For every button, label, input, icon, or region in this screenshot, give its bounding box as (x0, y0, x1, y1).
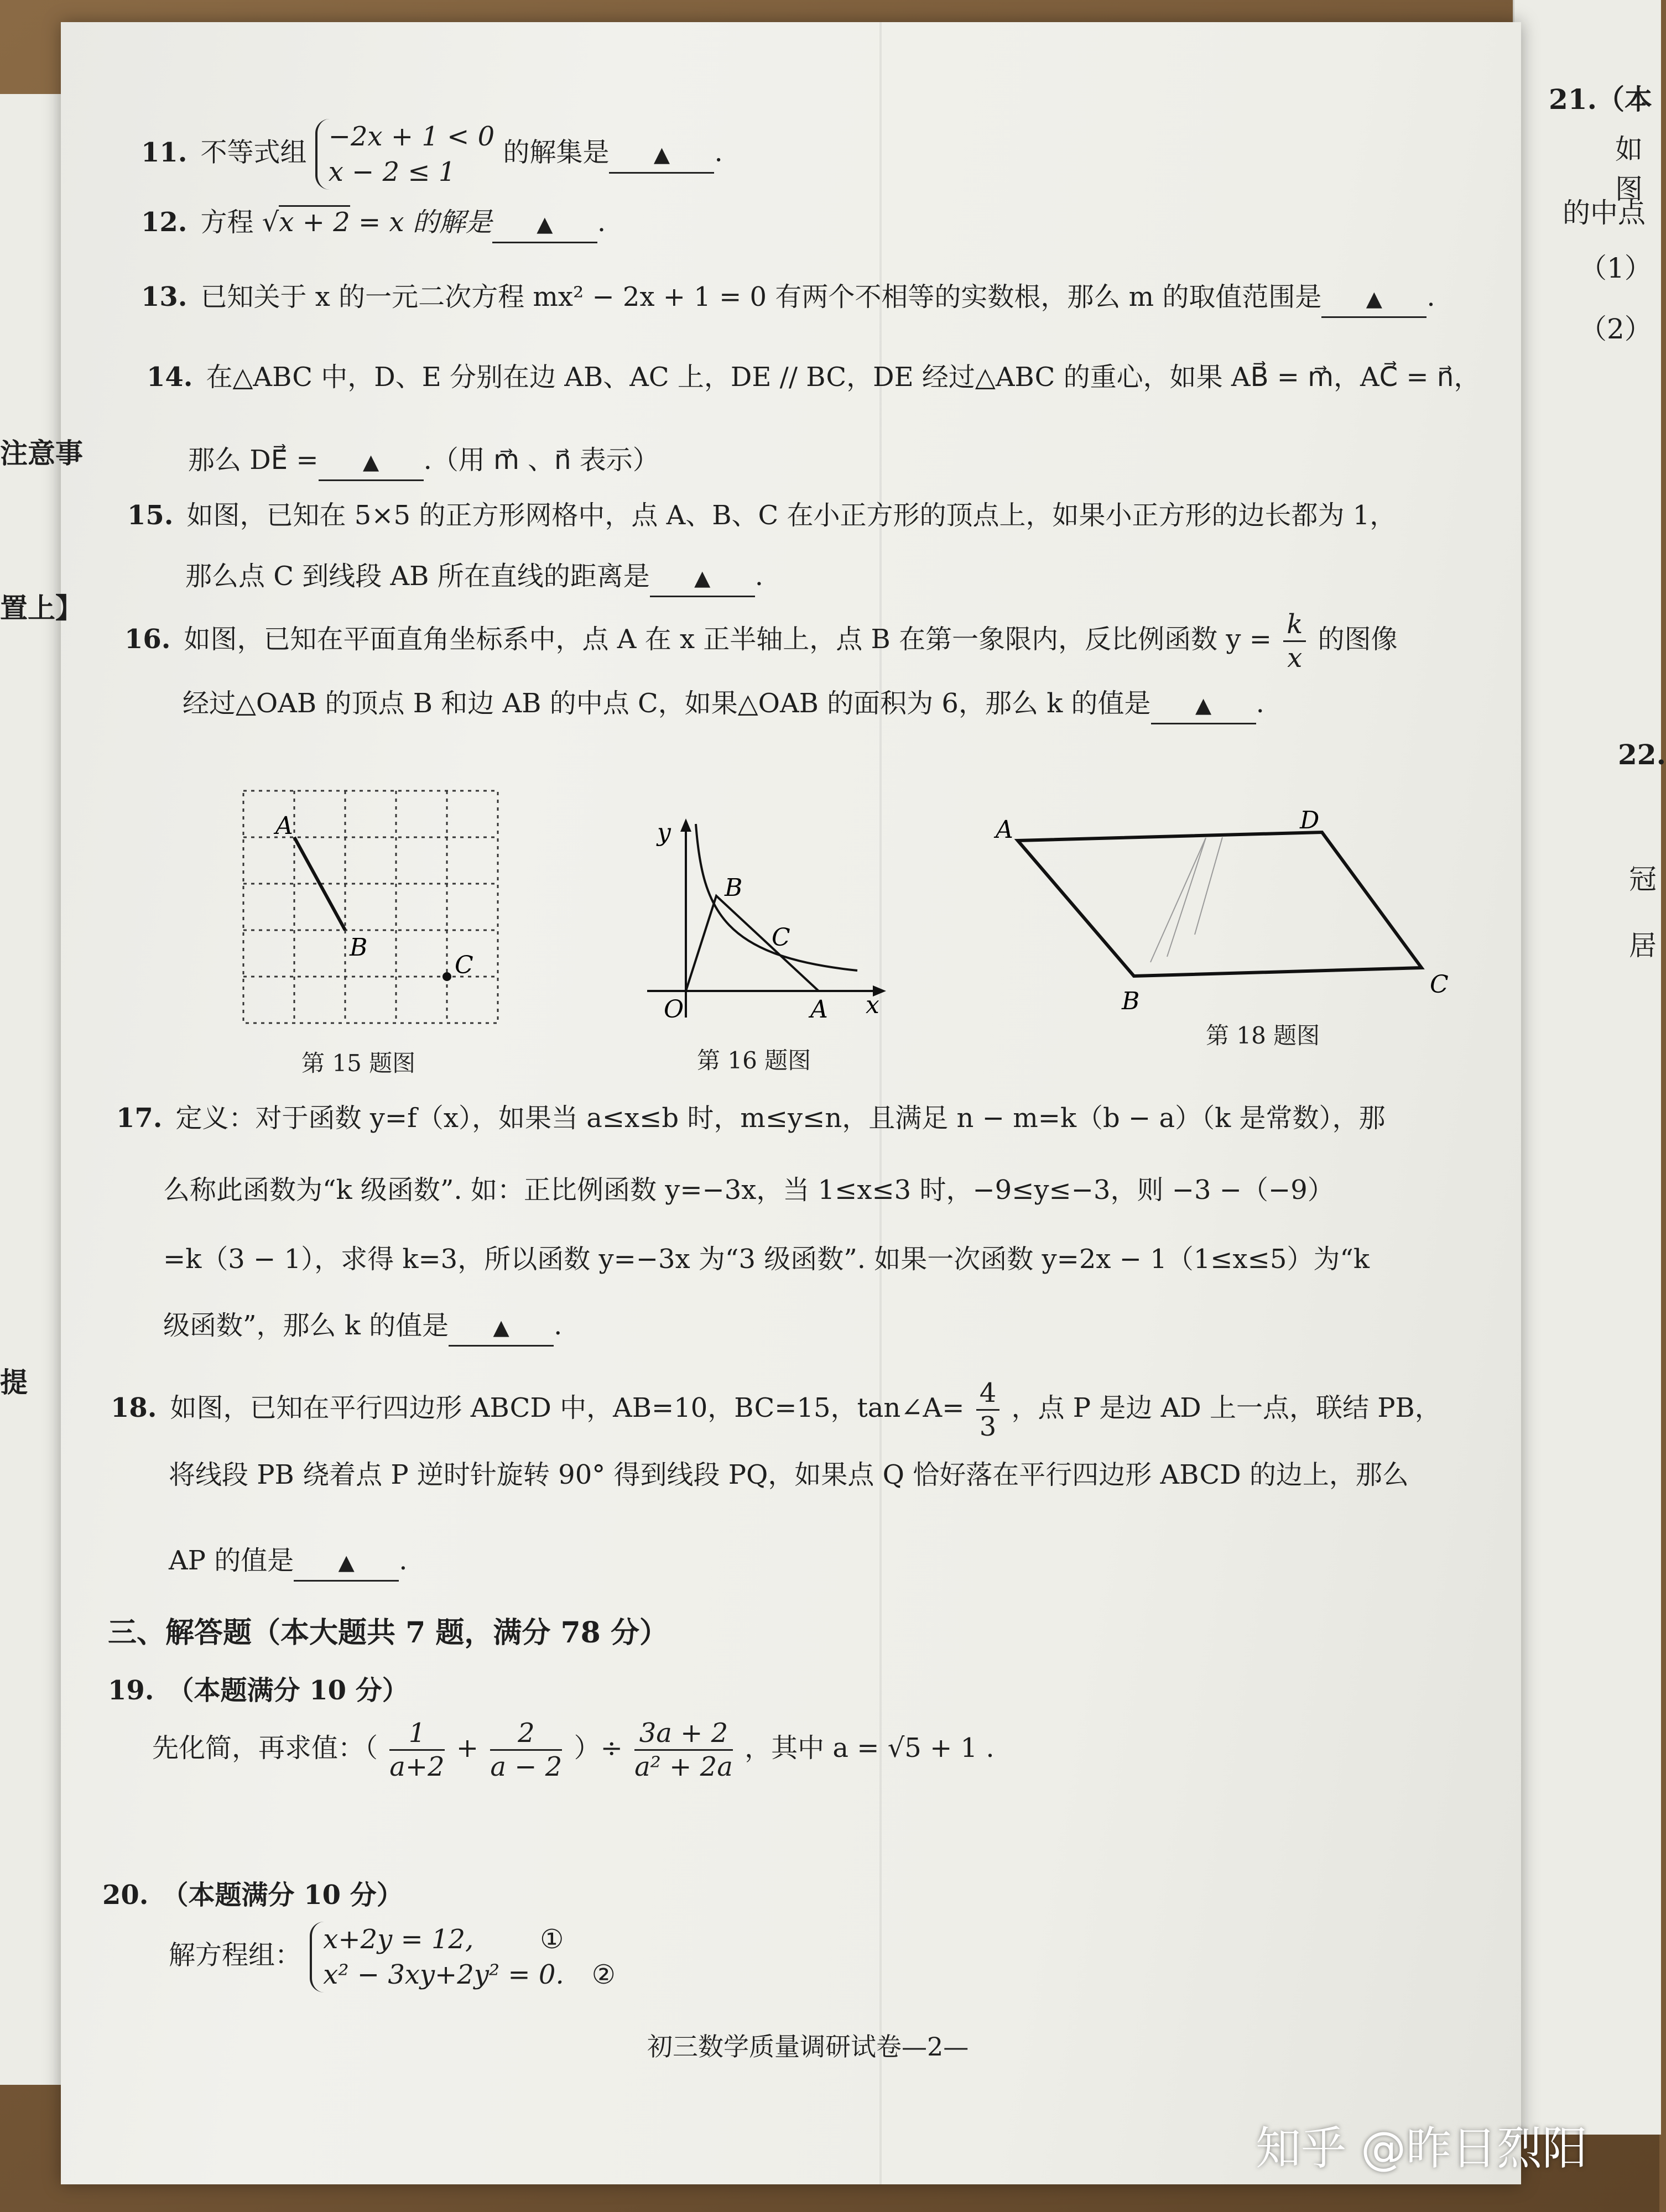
triangle-mark: ▲ (537, 212, 553, 236)
question-16-cont (183, 686, 1264, 724)
answer-blank[interactable] (1321, 279, 1426, 318)
question-number: 14. (147, 362, 193, 393)
label-b: B (350, 933, 368, 962)
question-number: 19. (108, 1675, 154, 1706)
label-d: D (1300, 806, 1320, 834)
question-number: 13. (141, 281, 188, 312)
question-20-header (102, 1877, 403, 1913)
triangle-mark: ▲ (653, 142, 670, 166)
inequality-2: x − 2 ≤ 1 (328, 156, 456, 187)
right-fragment-7: 冠 (1629, 863, 1657, 895)
right-fragment-8: 居 (1629, 930, 1657, 962)
question-number: 18. (111, 1392, 157, 1423)
question-number: 12. (141, 207, 188, 238)
q19-post: ，其中 a = √5 + 1 . (745, 1733, 995, 1764)
right-fragment-2: 如图 (1615, 133, 1643, 205)
q18-line2: 将线段 PB 绕着点 P 逆时针旋转 90° 得到线段 PQ，如果点 Q 恰好落在平行四边形 ABCD 的边上，那么 (169, 1459, 1409, 1490)
triangle-mark: ▲ (1366, 286, 1382, 311)
question-15 (127, 498, 1396, 533)
radicand: x + 2 (279, 205, 350, 238)
question-15-cont (185, 559, 763, 597)
right-fragment-4: （1） (1579, 252, 1652, 284)
denominator: a+2 (389, 1751, 445, 1782)
left-fragment-3: 提 (0, 1366, 28, 1399)
left-fragment-2: 置上】 (0, 592, 83, 624)
q17-line4: 级函数”，那么 k 的值是 (163, 1310, 449, 1341)
period: . (714, 137, 723, 168)
question-20-body (169, 1922, 616, 1992)
question-number: 11. (141, 137, 188, 168)
parallelogram-abcd (1018, 832, 1422, 976)
equation-1: x+2y = 12, (323, 1924, 474, 1955)
question-16 (124, 608, 1398, 674)
question-18-line2 (169, 1457, 1409, 1493)
divide-sign: ）÷ (574, 1733, 623, 1764)
q13-text: 已知关于 x 的一元二次方程 mx² − 2x + 1 = 0 有两个不相等的实数根，那么 m 的取值范围是 (200, 281, 1322, 312)
fraction-3 (634, 1717, 733, 1783)
q12-pre: 方程 (200, 207, 254, 238)
y-arrow (680, 818, 691, 832)
q18-line1-post: ，点 P 是边 AD 上一点，联结 PB， (1011, 1392, 1441, 1423)
circled-two: ② (591, 1959, 616, 1990)
q14-line1: 在△ABC 中，D、E 分别在边 AB、AC 上，DE // BC，DE 经过△ABC 的重心，如果 AB⃗ = m⃗，AC⃗ = n⃗， (206, 362, 1481, 393)
right-fragment-6: 22. (1618, 738, 1666, 771)
label-a: A (810, 995, 828, 1024)
circled-one: ① (540, 1924, 564, 1955)
denominator: a² + 2a (634, 1751, 733, 1782)
period: . (597, 207, 606, 238)
label-c: C (772, 924, 790, 952)
q18-line1-pre: 如图，已知在平行四边形 ABCD 中，AB=10，BC=15，tan∠A= (170, 1392, 965, 1423)
q17-line2: 么称此函数为“k 级函数”. 如：正比例函数 y=−3x，当 1≤x≤3 时，−9≤y≤−3，则 −3 −（−9） (163, 1175, 1334, 1206)
inequality-1: −2x + 1 < 0 (328, 121, 495, 152)
triangle-mark: ▲ (338, 1550, 355, 1574)
question-18-line3 (169, 1543, 408, 1582)
label-c: C (455, 951, 473, 979)
question-19-body (152, 1717, 995, 1783)
question-17-line2 (163, 1172, 1334, 1208)
plus-sign: + (456, 1733, 479, 1764)
fraction-1 (389, 1717, 444, 1783)
equation-system (310, 1922, 615, 1992)
page-footer: 初三数学质量调研试卷—2— (647, 2032, 969, 2062)
period: . (1426, 281, 1435, 312)
numerator: 3a + 2 (634, 1717, 733, 1751)
q15-line1: 如图，已知在 5×5 的正方形网格中，点 A、B、C 在小正方形的顶点上，如果小正方形的边长都为 1， (186, 500, 1397, 531)
triangle-mark: ▲ (1195, 693, 1212, 717)
denominator: a − 2 (490, 1751, 563, 1782)
right-fragment-1: 21.（本 (1549, 83, 1652, 116)
answer-blank[interactable] (294, 1543, 399, 1582)
q18-line3: AP 的值是 (169, 1545, 294, 1576)
question-number: 17. (116, 1103, 163, 1134)
q20-pre: 解方程组： (169, 1939, 302, 1971)
question-19-header (108, 1673, 409, 1708)
q14-line2-pre: 那么 DE⃗ = (188, 445, 319, 476)
section-three-title: 三、解答题（本大题共 7 题，满分 78 分） (108, 1616, 668, 1650)
q11-tail: 的解集是 (503, 137, 610, 168)
question-14-cont (188, 442, 659, 481)
label-y: y (657, 818, 671, 847)
numerator: 2 (490, 1717, 562, 1751)
right-fragment-3: 的中点 (1563, 197, 1646, 229)
figure-18-caption: 第 18 题图 (1206, 1022, 1320, 1049)
fraction-k-over-x (1283, 608, 1306, 674)
question-17-line3 (163, 1241, 1370, 1277)
period: . (399, 1545, 408, 1576)
question-14 (147, 359, 1480, 395)
denominator: x (1287, 643, 1303, 674)
answer-blank[interactable] (492, 205, 597, 243)
label-o: O (664, 995, 684, 1024)
label-a: A (996, 816, 1013, 844)
question-17-line4 (163, 1308, 562, 1347)
answer-blank[interactable] (319, 442, 424, 481)
q16-line1-post: 的图像 (1318, 624, 1398, 655)
equation-2: x² − 3xy+2y² = 0. (323, 1959, 564, 1990)
figure-15-grid (238, 785, 503, 1029)
right-fragment-5: （2） (1579, 313, 1652, 345)
left-page-edge (0, 94, 61, 2085)
label-c: C (1430, 971, 1449, 999)
question-number: 20. (102, 1880, 149, 1911)
answer-blank[interactable] (609, 135, 714, 174)
inequality-system (315, 119, 494, 190)
fraction-4-over-3 (976, 1377, 1000, 1443)
numerator: 1 (389, 1717, 444, 1751)
figure-16-graph (647, 813, 902, 1029)
q16-line2: 经过△OAB 的顶点 B 和边 AB 的中点 C，如果△OAB 的面积为 6，那么 k 的值是 (183, 688, 1151, 719)
score-note: （本题满分 10 分） (167, 1675, 409, 1706)
q17-line3: =k（3 − 1），求得 k=3，所以函数 y=−3x 为“3 级函数”. 如果一次函数 y=2x − 1（1≤x≤5）为“k (163, 1244, 1370, 1275)
q12-eq: = x 的解是 (358, 207, 492, 238)
question-18 (111, 1377, 1441, 1443)
period: . (1256, 688, 1264, 719)
label-a: A (275, 812, 293, 840)
q14-line2-post: .（用 m⃗ 、n⃗ 表示） (423, 445, 659, 476)
q15-line2: 那么点 C 到线段 AB 所在直线的距离是 (185, 561, 650, 592)
question-11 (141, 119, 723, 190)
label-b: B (1122, 987, 1140, 1015)
triangle-mark: ▲ (493, 1315, 509, 1339)
q11-text: 不等式组 (200, 137, 307, 168)
label-x: x (866, 991, 879, 1019)
question-13 (141, 279, 1435, 318)
triangle-mark: ▲ (694, 566, 711, 590)
left-fragment-1: 注意事 (0, 437, 83, 469)
period: . (554, 1310, 563, 1341)
question-number: 15. (127, 500, 174, 531)
numerator: 4 (976, 1377, 1000, 1411)
q19-pre: 先化简，再求值：（ (152, 1733, 378, 1764)
zhihu-watermark: 知乎 @昨日烈阳 (1256, 2122, 1588, 2175)
triangle-mark: ▲ (362, 450, 379, 474)
fraction-2 (490, 1717, 562, 1783)
answer-blank[interactable] (449, 1308, 554, 1347)
point-c (442, 972, 451, 981)
figure-18-parallelogram (985, 796, 1460, 1029)
period: . (754, 561, 763, 592)
sqrt-symbol: √ (262, 207, 279, 238)
q17-line1: 定义：对于函数 y=f（x），如果当 a≤x≤b 时，m≤y≤n，且满足 n − m=k（b − a）（k 是常数），那 (175, 1103, 1386, 1134)
answer-blank[interactable] (650, 559, 755, 597)
question-12 (141, 205, 606, 243)
score-note: （本题满分 10 分） (162, 1880, 403, 1911)
figure-16-caption: 第 16 题图 (697, 1047, 811, 1074)
label-b: B (725, 874, 743, 902)
numerator: k (1283, 608, 1306, 642)
denominator: 3 (979, 1411, 997, 1442)
question-number: 16. (124, 624, 171, 655)
q16-line1-pre: 如图，已知在平面直角坐标系中，点 A 在 x 正半轴上，点 B 在第一象限内，反比例函数 y = (184, 624, 1272, 655)
answer-blank[interactable] (1151, 686, 1256, 724)
question-17 (116, 1100, 1385, 1136)
pencil-marks (1150, 837, 1222, 962)
figure-15-caption: 第 15 题图 (301, 1050, 416, 1077)
